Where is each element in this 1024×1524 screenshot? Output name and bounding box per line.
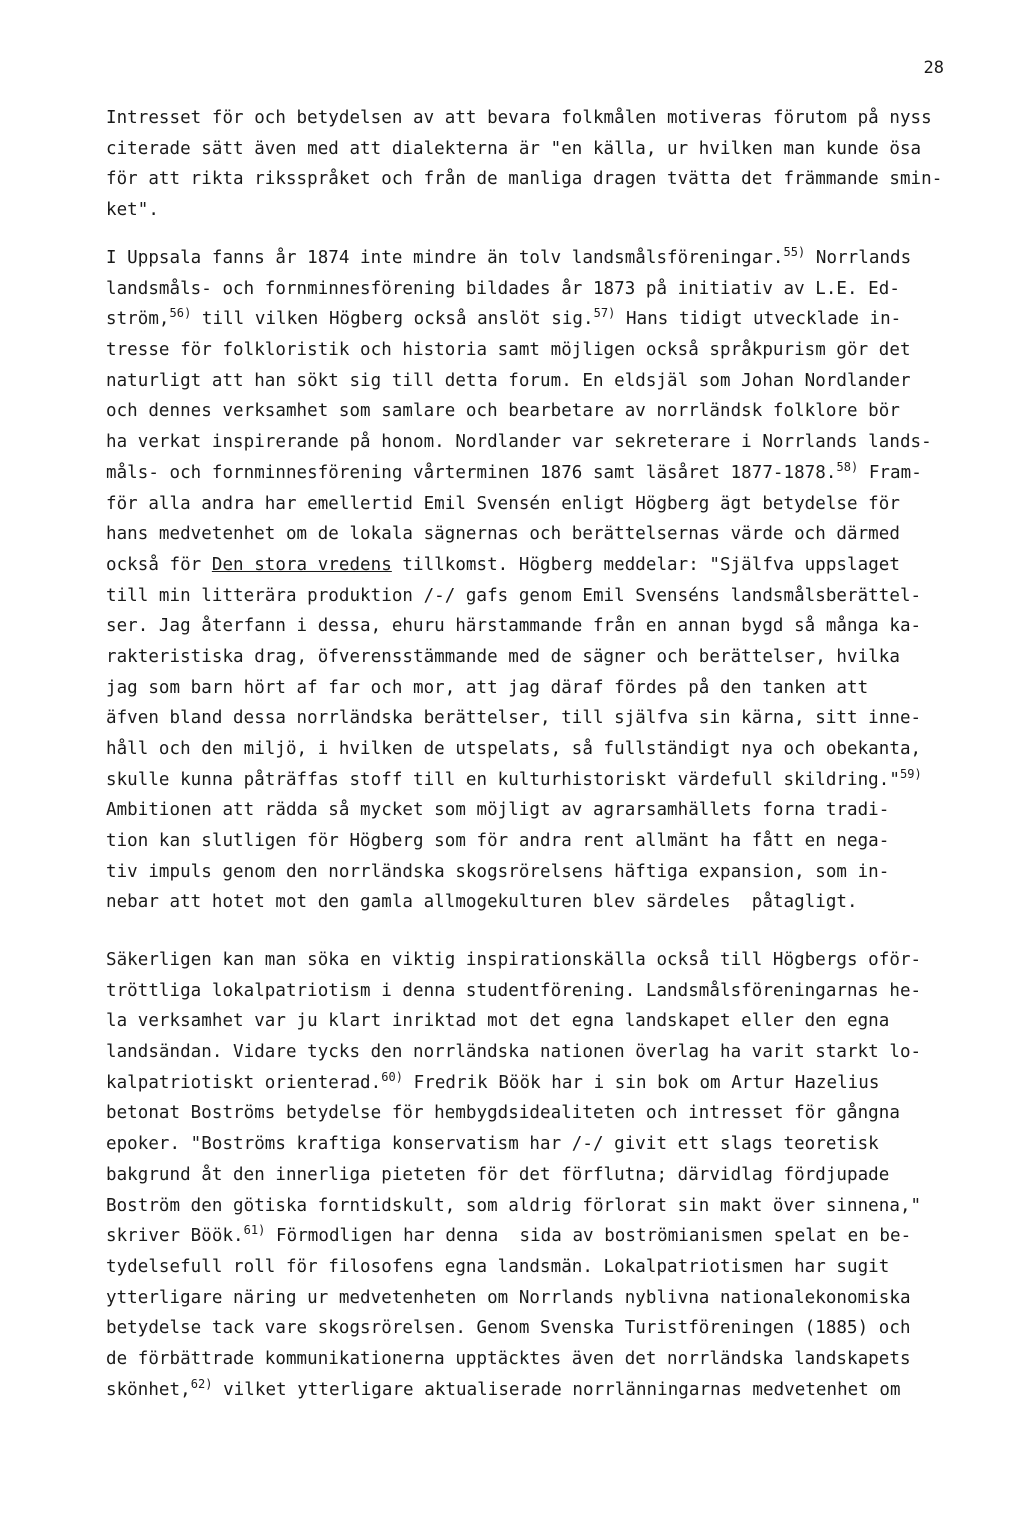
text-line <box>106 489 964 520</box>
text-line <box>106 826 964 857</box>
text-run: epoker. "Boströms kraftiga konservatism har /-/ givit ett slags teoretisk <box>106 1134 879 1155</box>
text-run: hans medvetenhet om de lokala sägnernas och berättelsernas värde och därmed <box>106 524 900 545</box>
text-run: Ambitionen att rädda så mycket som möjligt av agrarsamhällets forna tradi- <box>106 800 890 821</box>
text-line <box>106 734 964 765</box>
text-line <box>106 1252 964 1283</box>
text-line <box>106 1098 964 1129</box>
text-run: la verksamhet var ju klart inriktad mot det egna landskapet eller den egna <box>106 1011 890 1032</box>
underlined-title: Den stora vredens <box>211 554 392 575</box>
text-line: ket". <box>106 200 159 221</box>
text-line <box>106 519 964 550</box>
text-line <box>106 887 964 918</box>
text-run: håll och den miljö, i hvilken de utspelats, så fullständigt nya och obekanta, <box>106 739 922 759</box>
text-line <box>106 1191 964 1222</box>
text-run: betonat Boströms betydelse för hembygdsidealiteten och intresset för gångna <box>106 1103 900 1124</box>
footnote-marker: 58) <box>836 459 859 474</box>
text-line <box>106 304 964 335</box>
text-run: landsändan. Vidare tycks den norrländska nationen överlag ha varit starkt lo- <box>106 1042 922 1063</box>
footnote-marker: 55) <box>783 245 806 259</box>
text-run: Säkerligen kan man söka en viktig inspirationskälla också till Högbergs oför- <box>106 950 922 970</box>
text-run: tion kan slutligen för Högberg som för andra rent allmänt ha fått en nega- <box>106 831 890 852</box>
text-line <box>106 427 964 458</box>
text-line <box>106 1375 964 1406</box>
text-line <box>106 581 964 612</box>
text-run: Boström den götiska forntidskult, som aldrig förlorat sin makt över sinnena," <box>106 1195 922 1216</box>
text-line <box>106 1221 964 1252</box>
text-line <box>106 765 964 796</box>
text-line <box>106 1006 964 1037</box>
text-line <box>106 1344 964 1375</box>
text-run: till vilken Högberg också anslöt sig. <box>191 309 594 330</box>
text-line <box>106 335 964 366</box>
text-line <box>106 673 964 704</box>
paragraph-2 <box>106 243 964 918</box>
text-run: och dennes verksamhet som samlare och bearbetare av norrländsk folklore bör <box>106 401 900 422</box>
text-line <box>106 1068 964 1099</box>
text-run: tröttliga lokalpatriotism i denna studentförening. Landsmålsföreningarnas he- <box>106 980 922 1001</box>
text-run: landsmåls- och fornminnesförening bildades år 1873 på initiativ av L.E. Ed- <box>106 278 900 299</box>
text-run: skulle kunna påträffas stoff till en kulturhistoriskt värdefull skildring." <box>106 769 900 790</box>
text-line: citerade sätt även med att dialekterna är "en källa, ur hvilken man kunde ösa <box>106 138 922 159</box>
footnote-marker: 59) <box>899 766 922 781</box>
text-run: Norrlands <box>805 248 912 268</box>
text-line <box>106 945 964 976</box>
text-run: bakgrund åt den innerliga pieteten för det förflutna; därvidlag fördjupade <box>106 1164 890 1185</box>
text-run: Fram- <box>858 462 922 483</box>
text-run: skönhet, <box>106 1379 191 1400</box>
text-run: rakteristiska drag, öfverensstämmande med de sägner och berättelser, hvilka <box>106 646 900 667</box>
text-run: Hans tidigt utvecklade in- <box>615 309 902 330</box>
text-run: ström, <box>106 309 170 330</box>
footnote-marker: 57) <box>593 306 616 321</box>
text-run: naturligt att han sökt sig till detta forum. En eldsjäl som Johan Nordlander <box>106 370 911 391</box>
footnote-marker: 62) <box>190 1376 213 1391</box>
text-run: tillkomst. Högberg meddelar: "Själfva uppslaget <box>391 554 900 575</box>
text-run: tydelsefull roll för filosofens egna landsmän. Lokalpatriotismen har sugit <box>106 1256 890 1277</box>
text-line <box>106 396 964 427</box>
text-run: skriver Böök. <box>106 1226 244 1247</box>
text-line: Intresset för och betydelsen av att bevara folkmålen motiveras förutom på nyss <box>106 108 932 128</box>
text-run: Förmodligen har denna sida av boströmianismen spelat en be- <box>265 1226 912 1247</box>
text-line <box>106 1283 964 1314</box>
text-run: måls- och fornminnesförening vårterminen 1876 samt läsåret 1877-1878. <box>106 462 837 483</box>
paragraph-1 <box>106 103 964 226</box>
text-line: för att rikta riksspråket och från de manliga dragen tvätta det främmande smin- <box>106 169 943 190</box>
text-line <box>106 366 964 397</box>
text-line <box>106 274 964 305</box>
text-run: Fredrik Böök har i sin bok om Artur Hazelius <box>403 1072 880 1093</box>
text-run: för alla andra har emellertid Emil Svensén enligt Högberg ägt betydelse för <box>106 493 900 514</box>
footnote-marker: 61) <box>243 1223 266 1238</box>
text-run: ha verkat inspirerande på honom. Nordlander var sekreterare i Norrlands lands- <box>106 432 932 453</box>
text-line <box>106 458 964 489</box>
text-line <box>106 795 964 826</box>
text-line <box>106 642 964 673</box>
paragraph-3 <box>106 945 964 1405</box>
text-line <box>106 1037 964 1068</box>
footnote-marker: 56) <box>169 306 192 321</box>
text-run: tiv impuls genom den norrländska skogsrörelsens häftiga expansion, som in- <box>106 861 890 882</box>
text-line <box>106 243 964 274</box>
text-run: kalpatriotiskt orienterad. <box>106 1072 382 1093</box>
page-number: 28 <box>923 58 944 78</box>
text-line <box>106 703 964 734</box>
text-run: betydelse tack vare skogsrörelsen. Genom Svenska Turistföreningen (1885) och <box>106 1318 911 1339</box>
text-line <box>106 1313 964 1344</box>
text-run: I Uppsala fanns år 1874 inte mindre än tolv landsmålsföreningar. <box>106 248 784 268</box>
text-run: tresse för folkloristik och historia samt möjligen också språkpurism gör det <box>106 340 911 361</box>
text-run: vilket ytterligare aktualiserade norrlänningarnas medvetenhet om <box>212 1379 901 1400</box>
text-line <box>106 611 964 642</box>
text-line <box>106 1129 964 1160</box>
text-run: jag som barn hört af far och mor, att jag däraf fördes på den tanken att <box>106 677 869 698</box>
text-run: ser. Jag återfann i dessa, ehuru härstammande från en annan bygd så många ka- <box>106 616 922 637</box>
text-run: nebar att hotet mot den gamla allmogekulturen blev särdeles påtagligt. <box>106 892 858 913</box>
text-line <box>106 1160 964 1191</box>
text-line <box>106 857 964 888</box>
text-run: också för <box>106 554 212 575</box>
text-line <box>106 550 964 581</box>
footnote-marker: 60) <box>381 1069 404 1084</box>
text-run: till min litterära produktion /-/ gafs genom Emil Svenséns landsmålsberättel- <box>106 585 922 606</box>
text-run: de förbättrade kommunikationerna upptäcktes även det norrländska landskapets <box>106 1348 911 1369</box>
text-run: äfven bland dessa norrländska berättelser, till själfva sin kärna, sitt inne- <box>106 708 922 729</box>
text-run: ytterligare näring ur medvetenheten om Norrlands nyblivna nationalekonomiska <box>106 1287 911 1308</box>
text-line <box>106 976 964 1007</box>
